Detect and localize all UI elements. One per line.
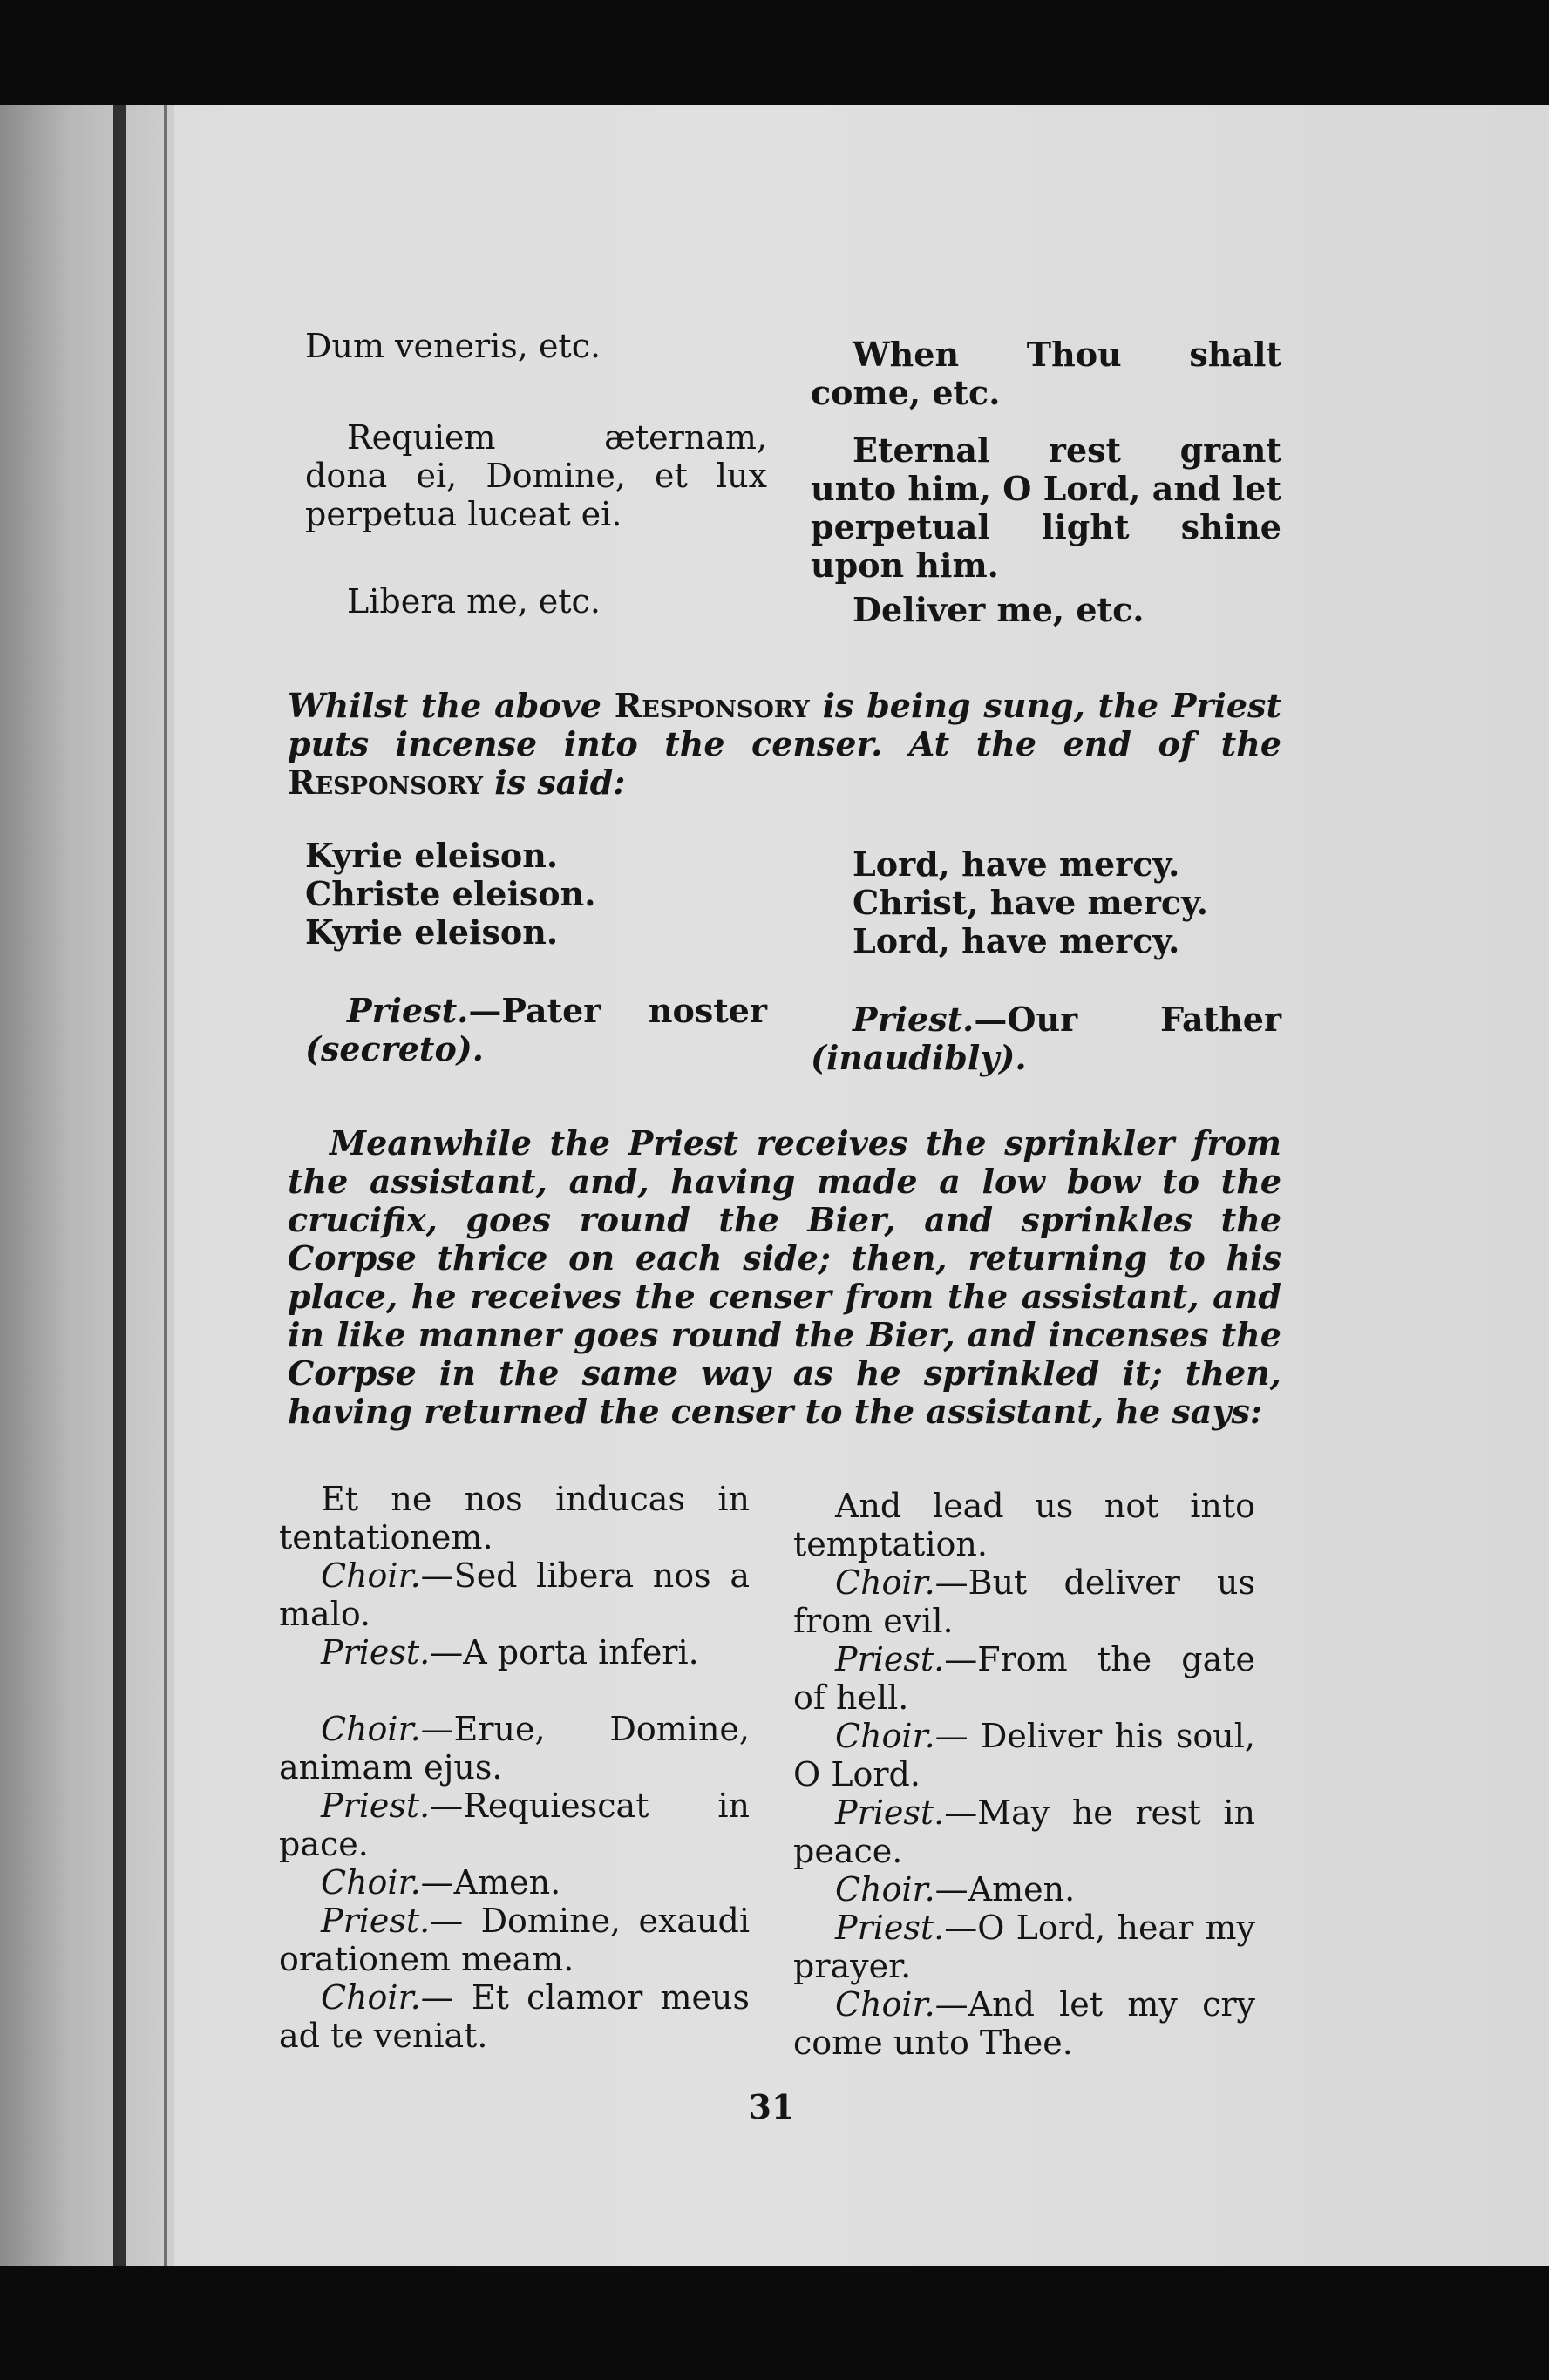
libera-text: Libera me, etc. — [347, 582, 601, 620]
rubric-sprinkler — [288, 1124, 1281, 1431]
choir-label-en-2: Choir. — [835, 1717, 935, 1755]
choir-label-2: Choir. — [321, 1710, 421, 1748]
kyrie-1: Kyrie eleison. — [305, 836, 559, 875]
noster-word: noster — [648, 991, 767, 1030]
erue: —Erue, Domine, animam ejus. — [279, 1710, 750, 1787]
latin-pater — [305, 992, 767, 1068]
english-our-father — [811, 1000, 1281, 1077]
father-word: Father — [1160, 1000, 1281, 1039]
rubric1-a: Whilst the above — [288, 686, 601, 725]
choir-label-1: Choir. — [321, 1556, 421, 1595]
latin-kyrie-block — [305, 837, 767, 952]
latin-dum-text: Dum veneris, etc. — [305, 327, 601, 365]
when-text: When Thou shalt come, etc. — [811, 335, 1281, 412]
our-word: —Our — [974, 1000, 1078, 1039]
priest-label-en: Priest. — [853, 1000, 975, 1039]
spacer — [279, 1671, 750, 1710]
latin-domine-line — [279, 1902, 750, 1978]
english-eternal — [811, 431, 1281, 585]
rubric1-b: is being sung, the Priest puts incense into the censer. At the end of the — [288, 686, 1282, 763]
et-clamor: — Et clamor meus ad te veniat. — [279, 1978, 750, 2055]
from-gate: —From the gate of hell. — [793, 1640, 1255, 1717]
pater-line1 — [305, 992, 767, 1030]
page-number: 31 — [748, 2087, 795, 2126]
english-dialogue — [793, 1487, 1255, 2062]
english-cry-line — [793, 1985, 1255, 2062]
lord-mercy-1: Lord, have mercy. — [853, 844, 1180, 884]
may-he: —May he rest in peace. — [793, 1793, 1255, 1870]
a-porta: —A porta inferi. — [430, 1633, 699, 1671]
amen-english: —Amen. — [934, 1870, 1076, 1909]
deliver-me-text: Deliver me, etc. — [853, 590, 1145, 629]
latin-requiem — [305, 418, 767, 533]
choir-label-en-4: Choir. — [835, 1985, 935, 2024]
christe: Christe eleison. — [305, 874, 596, 913]
aeternam-word: æternam, — [604, 418, 767, 457]
pater-word: —Pater — [468, 991, 601, 1030]
rubric1-responsory-1: Responsory — [614, 686, 810, 725]
deliver-his: — Deliver his soul, O Lord. — [793, 1717, 1255, 1793]
inaudibly: (inaudibly). — [811, 1038, 1027, 1077]
choir-label-3: Choir. — [321, 1863, 421, 1902]
english-amen-line — [793, 1870, 1255, 1909]
binding-shadow — [0, 105, 174, 2266]
requiem-line1 — [305, 418, 767, 457]
latin-amen-line — [279, 1863, 750, 1902]
choir-label-en-3: Choir. — [835, 1870, 935, 1909]
priest-label-en-4: Priest. — [835, 1909, 945, 1947]
latin-dum-veneris — [305, 327, 767, 365]
page-fold-edge — [164, 105, 167, 2266]
domine-exaudi: — Domine, exaudi orationem meam. — [279, 1902, 750, 1978]
eternal-text: Eternal rest grant unto him, O Lord, and let perpetual light shine upon him. — [811, 431, 1281, 585]
and-let: —And let my cry come unto Thee. — [793, 1985, 1255, 2062]
our-father-line1 — [811, 1000, 1281, 1039]
christ-mercy: Christ, have mercy. — [853, 883, 1208, 922]
sed-libera: —Sed libera nos a malo. — [279, 1556, 750, 1633]
english-rest-line — [793, 1793, 1255, 1870]
english-hear-line — [793, 1909, 1255, 1985]
priest-label: Priest. — [347, 991, 469, 1030]
latin-erue-line — [279, 1710, 750, 1787]
priest-label-4: Priest. — [321, 1902, 431, 1940]
priest-label-2: Priest. — [321, 1633, 431, 1671]
latin-libera — [305, 582, 767, 620]
choir-label-en-1: Choir. — [835, 1563, 935, 1602]
latin-clamor-line — [279, 1978, 750, 2055]
lord-mercy-2: Lord, have mercy. — [853, 921, 1180, 960]
but-deliver: —But deliver us from evil. — [793, 1563, 1255, 1640]
et-ne: Et ne nos inducas in tentationem. — [279, 1480, 750, 1556]
latin-dialogue — [279, 1480, 750, 2055]
secreto: (secreto). — [305, 1029, 484, 1068]
rubric1-responsory-2: Responsory — [288, 763, 484, 802]
english-deliver-line — [793, 1717, 1255, 1793]
amen-latin: —Amen. — [420, 1863, 561, 1902]
priest-label-en-3: Priest. — [835, 1793, 945, 1832]
page-fold — [113, 105, 126, 2266]
latin-sed-line — [279, 1556, 750, 1633]
choir-label-4: Choir. — [321, 1978, 421, 2017]
english-gate-line — [793, 1640, 1255, 1717]
english-but-line — [793, 1563, 1255, 1640]
priest-label-en-2: Priest. — [835, 1640, 945, 1678]
requiescat: —Requiescat in pace. — [279, 1787, 750, 1863]
priest-label-3: Priest. — [321, 1787, 431, 1825]
english-when — [811, 336, 1281, 412]
english-lord-block — [811, 845, 1281, 960]
kyrie-2: Kyrie eleison. — [305, 912, 559, 952]
rubric1-c: is said: — [494, 763, 626, 802]
rubric-responsory — [288, 687, 1281, 802]
and-lead: And lead us not into temptation. — [793, 1487, 1255, 1563]
rubric2-text: Meanwhile the Priest receives the sprinkler from the assistant, and, having made a low bow to the crucifix, goes round the Bier, and sprinkles the Corpse thrice on each side; then, returning to his place, he receives the censer from the assistant, and in like manner goes round the Bier, and incenses the Corpse in the same way as he sprinkled it; then, having returned the censer to the assistant, he says: — [288, 1123, 1281, 1431]
requiem-rest: dona ei, Domine, et lux perpetua luceat ei. — [305, 457, 767, 533]
latin-porta-line — [279, 1633, 750, 1671]
o-lord: —O Lord, hear my prayer. — [793, 1909, 1255, 1985]
english-deliver-me — [811, 591, 1281, 629]
latin-requiescat-line — [279, 1787, 750, 1863]
requiem-word: Requiem — [347, 418, 496, 457]
